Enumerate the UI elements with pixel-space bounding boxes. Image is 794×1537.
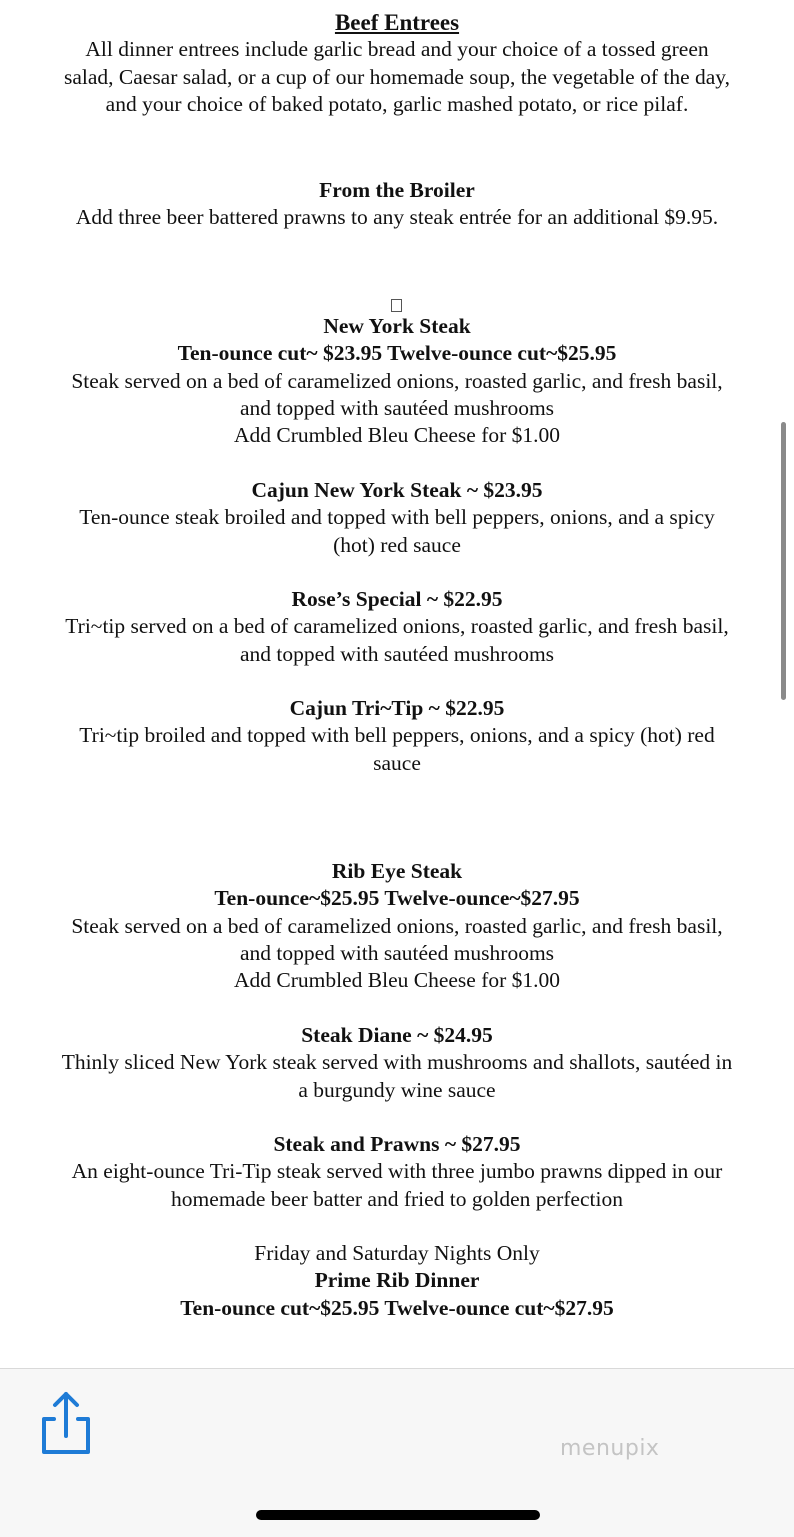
- item-description: Tri~tip broiled and topped with bell peppers, onions, and a spicy (hot) red: [79, 723, 715, 748]
- intro-line: salad, Caesar salad, or a cup of our homemade soup, the vegetable of the day,: [63, 64, 731, 89]
- item-title: Prime Rib Dinner: [314, 1268, 480, 1293]
- menu-item-cajun-new-york-steak: [0, 477, 794, 559]
- menu-item-new-york-steak: [0, 313, 794, 449]
- menu-item-rib-eye-steak: [0, 858, 794, 994]
- item-title: Steak and Prawns ~ $27.95: [273, 1132, 521, 1156]
- menu-item-prime-rib-dinner: [0, 1240, 794, 1322]
- broiler-title: From the Broiler: [319, 178, 475, 202]
- item-prices: Ten-ounce~$25.95 Twelve-ounce~$27.95: [214, 886, 580, 911]
- vertical-scrollbar[interactable]: [781, 422, 786, 700]
- item-title: Steak Diane ~ $24.95: [301, 1023, 493, 1047]
- menupix-watermark: menupix: [560, 1436, 660, 1461]
- item-description: An eight-ounce Tri-Tip steak served with three jumbo prawns dipped in our: [71, 1159, 723, 1184]
- item-title: New York Steak: [323, 314, 471, 338]
- item-description: a burgundy wine sauce: [298, 1077, 496, 1102]
- item-description: and topped with sautéed mushrooms: [239, 940, 555, 965]
- item-description: Steak served on a bed of caramelized onions, roasted garlic, and fresh basil,: [71, 913, 723, 938]
- item-description: (hot) red sauce: [333, 532, 461, 557]
- item-description: Steak served on a bed of caramelized onions, roasted garlic, and fresh basil,: [71, 368, 723, 393]
- item-description: homemade beer batter and fried to golden perfection: [171, 1186, 623, 1211]
- item-prices: Ten-ounce cut~$25.95 Twelve-ounce cut~$27.95: [180, 1295, 614, 1320]
- item-title: Rib Eye Steak: [331, 859, 463, 883]
- broiler-section: [0, 177, 794, 232]
- broken-image-icon: [391, 299, 402, 312]
- item-description: Ten-ounce steak broiled and topped with bell peppers, onions, and a spicy: [79, 505, 715, 530]
- item-addon: Add Crumbled Bleu Cheese for $1.00: [233, 423, 561, 448]
- menu-item-cajun-tri-tip: [0, 695, 794, 777]
- intro-line: All dinner entrees include garlic bread and your choice of a tossed green: [85, 37, 709, 62]
- share-icon: [38, 1389, 94, 1459]
- beef-entrees-section: [0, 9, 794, 118]
- item-title: Rose’s Special ~ $22.95: [291, 587, 503, 611]
- share-button[interactable]: [38, 1389, 94, 1459]
- intro-line: and your choice of baked potato, garlic mashed potato, or rice pilaf.: [105, 91, 689, 116]
- bottom-toolbar: [0, 1368, 794, 1537]
- menu-item-steak-diane: [0, 1022, 794, 1104]
- item-description: Thinly sliced New York steak served with mushrooms and shallots, sautéed in: [61, 1050, 733, 1075]
- item-title: Cajun New York Steak ~ $23.95: [251, 478, 543, 502]
- item-description: and topped with sautéed mushrooms: [239, 641, 555, 666]
- item-availability: Friday and Saturday Nights Only: [254, 1241, 540, 1265]
- home-indicator[interactable]: [256, 1510, 540, 1520]
- item-description: Tri~tip served on a bed of caramelized onions, roasted garlic, and fresh basil,: [65, 614, 729, 639]
- item-description: and topped with sautéed mushrooms: [239, 395, 555, 420]
- menu-item-steak-and-prawns: [0, 1131, 794, 1213]
- item-prices: Ten-ounce cut~ $23.95 Twelve-ounce cut~$25.95: [177, 341, 617, 366]
- menu-item-roses-special: [0, 586, 794, 668]
- section-title: Beef Entrees: [334, 10, 460, 35]
- broiler-note: Add three beer battered prawns to any steak entrée for an additional $9.95.: [75, 205, 719, 230]
- item-title: Cajun Tri~Tip ~ $22.95: [289, 696, 505, 720]
- item-addon: Add Crumbled Bleu Cheese for $1.00: [233, 968, 561, 993]
- item-description: sauce: [373, 750, 421, 775]
